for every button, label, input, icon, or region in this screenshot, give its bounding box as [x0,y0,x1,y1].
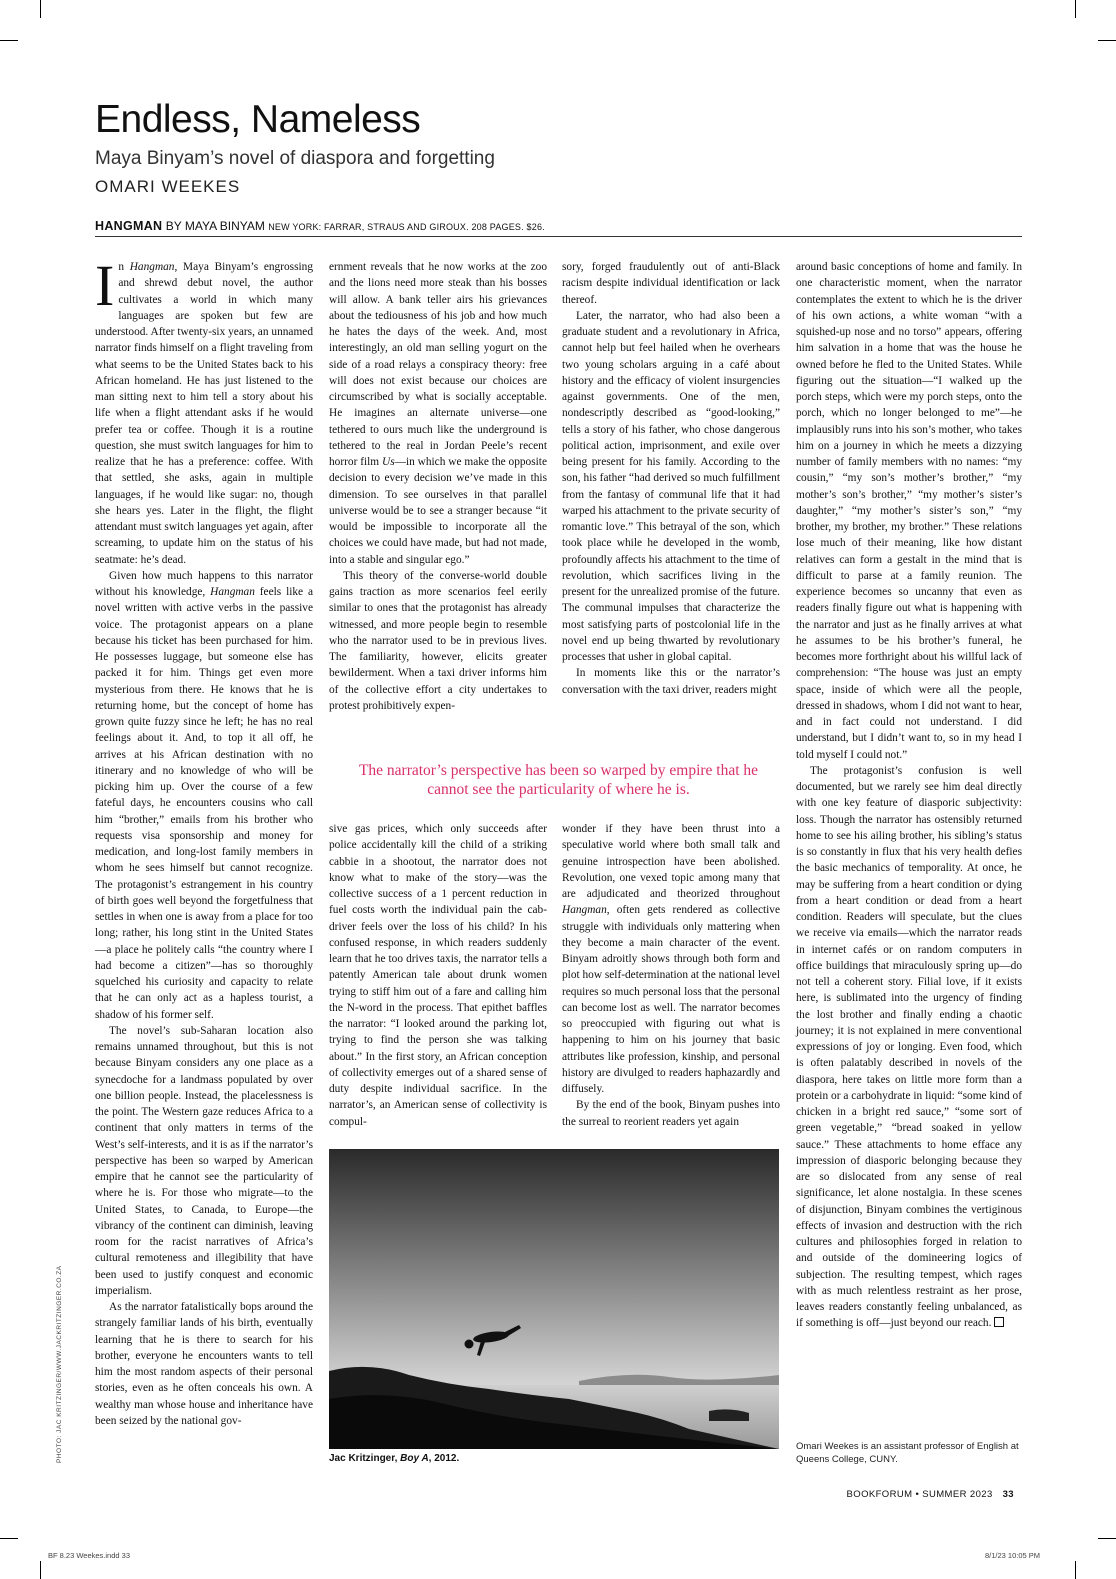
column-2-top [329,259,547,714]
column-2-bottom [329,821,547,1130]
photo-credit: PHOTO: JAC KRITZINGER/WWW.JACKRITZINGER.CO.ZA [56,1265,63,1463]
pull-quote: The narrator’s perspective has been so warped by empire that he cannot see the particularity of where he is. [358,762,759,798]
paragraph: In moments like this or the narrator’s conversation with the taxi driver, readers might [562,667,780,696]
crop-mark [1098,1538,1116,1539]
article-subtitle: Maya Binyam’s novel of diaspora and forgetting [95,148,495,169]
photo-boy-jumping [329,1149,779,1449]
text: wonder if they have been thrust into a speculative world where both small talk and genuine introspection have been abolished. Revolution, one vexed topic among many that are adjudicated and theorized throughout [562,823,780,900]
book-author: BY MAYA BINYAM [165,219,265,233]
paragraph: As the narrator fatalistically bops around the strangely familiar lands of his birth, eventually learning that he is there to search for his brother, everyone he encounters wants to tell him the most random aspects of their personal stories, even as he often conceals his own. A wealthy man whose house and inheritance have been seized by the national gov- [95,1301,313,1427]
paragraph: The novel’s sub-Saharan location also remains unnamed throughout, but this is not because Binyam considers any one place as a synecdoche for a landmass populated by over one billion people. Instead, the placelessness is the point. The Western gaze reduces Africa to a continent that only matters in terms of the West’s self-interests, and it is as if the narrator’s perspective has been so warped by American empire that he cannot see the particularity of where he is. For those who migrate—to the United States, to Canada, to Europe—the vibrancy of the continent can diminish, leaving room for the racist narratives of Africa’s cultural remoteness and illegibility that have been used to justify conquest and economic imperialism. [95,1024,313,1297]
paragraph [329,259,547,568]
paragraph [562,821,780,1097]
caption-year: , 2012. [428,1453,460,1464]
article-photo [329,1149,779,1449]
column-3-bottom [562,821,780,1130]
column-4 [796,259,1022,1332]
page-footer [847,1489,1014,1500]
paragraph: By the end of the book, Binyam pushes into the surreal to reorient readers yet again [562,1099,780,1128]
article-title: Endless, Nameless [95,98,421,141]
book-title-italic: Hangman [129,261,175,273]
column-1 [95,253,313,1429]
drop-cap: I [95,253,115,318]
book-info [95,219,545,233]
crop-mark [1075,0,1076,18]
book-title-italic: Hangman [562,904,607,917]
end-mark-icon [994,1317,1004,1327]
header-rule [95,236,1022,237]
paragraph: around basic conceptions of home and family. In one characteristic moment, when the narrator contemplates the extent to which he is the driver of his own actions, a white woman “with a squished-up nose and no torso” appears, offering him salvation in a home that was the house he owned before he fled to the United States. While figuring out the situation—“I walked up the porch steps, which were my porch steps, onto the porch, which no longer belonged to me”—he implausibly runs into his son’s mother, who takes him on a journey in which he meets a dizzying number of family members with no names: “my cousin,” “my son’s mother’s brother,” “my mother’s son’s brother,” “my mother’s sister’s daughter,” “my mother’s sister’s son,” “my brother, my brother, my brother.” These relations lose much of their meaning, like how distant relatives can form a gestalt in the mind that is difficult to parse at a family reunion. The experience becomes so uncanny that even as readers finally figure out what is happening with the narrator and just as he finally arrives at what he assumes to be his brother’s funeral, he becomes more forthright about his willful lack of comprehension: “The house was just an empty space, inside of which were all the people, dressed in shadows, whom I did not want to hear, and in fact could not understand. I did understand, but I didn’t want to, so in my head I told myself I could not.” [796,261,1022,761]
text: Given how much happens to this narrator without his knowledge, [95,569,313,598]
paragraph [95,253,313,568]
paragraph: sive gas prices, which only succeeds after police accidentally kill the child of a striking cabbie in a shootout, the narrator does not know what to make of the story—was the collective success of a 1 percent reduction in fuel costs worth the individual pain the cab-driver feels over the loss of his child? In his confused response, in which readers suddenly learn that he too drives taxis, the narrator tells a patently American tale about drunk women trying to stiff him out of a fare and calling him the N-word in the process. That epithet baffles the narrator: “I looked around the parking lot, trying to find the person she was talking about.” In the first story, an African conception of collectivity emerges out of a shared sense of duty despite individual sacrifice. In the narrator’s, an American sense of collectivity is compul- [329,823,547,1128]
column-3-top [562,259,780,698]
caption-artist: Jac Kritzinger, [329,1453,401,1464]
indd-slug: BF 8.23 Weekes.indd 33 [48,1551,130,1560]
text: , Maya Binyam’s engrossing and shrewd debut novel, the author cultivates a world in which many languages are spoken but few are understood. After twenty-six years, an unnamed narrator finds himself on a flight traveling from what seems to be the United States back to his African homeland. He has just listened to the man sitting next to him tell a story about his life when a flight attendant asks if he would prefer tea or coffee. Though it is a routine question, she must switch languages for him to realize that he has a preference: coffee. With that settled, she asks, again in multiple languages, if he would like sugar: no, though she hears yes. Later in the flight, the flight attendant must switch languages yet again, after screaming, to update him on the status of his seatmate: he’s dead. [95,261,313,566]
paragraph: This theory of the converse-world double gains traction as more scenarios feel eerily similar to ones that the protagonist has already witnessed, and more people begin to resemble who the narrator used to be in previous lives. The familiarity, however, elicits greater bewilderment. When a taxi driver informs him of the collective effort a city undertakes to protest prohibitively expen- [329,569,547,712]
book-title-italic: Hangman [210,586,255,598]
text: n [118,261,130,273]
crop-mark [40,0,41,18]
paragraph: Later, the narrator, who had also been a graduate student and a revolutionary in Africa, cannot help but feel hailed when he overhears two young scholars arguing in a café about history and the efficacy of violent insurgencies against governments. One of the men, nondescriptly described as “good-looking,” tells a story of his father, who chose dangerous political action, imprisonment, and exile over being present for his family. According to the son, his father “had derived so much fulfillment from the fantasy of communal life that it had warped his attachment to the private security of romantic love.” This betrayal of the son, which took place while he developed in the womb, profoundly affects his attachment to the time of revolution, which sacrifices living in the present for the unrealized promise of the future. The communal impulses that characterize the most satisfying parts of postcolonial life in the novel end up being thwarted by revolutionary processes that usher in global capital. [562,309,780,663]
crop-mark [1075,1561,1076,1579]
paragraph [796,763,1022,1332]
crop-mark [0,40,18,41]
film-title-italic: Us [382,456,395,468]
text: The protagonist’s confusion is well documented, but we rarely see him deal directly with one key feature of diasporic subjectivity: loss. Though the narrator has ostensibly returned home to see his ailing brother, his sibling’s status is so constantly in flux that his very health defies the basic mechanics of temporality. At once, he may be suffering from a heart condition or dying from a heart condition or dead from a heart condition. Readers will speculate, but the clues we receive via emails—which the narrator reads in internet cafés or on random computers in office buildings that miraculously spring up—do not tell a coherent story. Filial love, if it exists here, is sublimated into the urgency of finding the lost brother and finally ending a chaotic journey; it is not explained in mere conventional expressions of joy or longing. Even food, which is often palatably described in novels of the diaspora, here takes on little more form than a protein or a carbohydrate in liquid: “some kind of chicken in a bright red sauce,” “some sort of green vegetable,” “bread soaked in yellow sauce.” These attachments to home efface any impression of diasporic belonging because they are so dislocated from any sense of real significance, let alone nostalgia. In these scenes of disjunction, Binyam combines the vertiginous effects of invasion and destruction with the rich cultures and philosophies forged in relation to and outside of the domineering logics of subjection. The resulting tempest, which rages with as much relentless restraint as her prose, leaves readers constantly feeling unbalanced, as if something is off—just beyond our reach. [796,764,1022,1330]
crop-mark [1098,40,1116,41]
photo-caption [329,1453,459,1464]
paragraph [95,568,313,1023]
page-number: 33 [1002,1489,1014,1500]
text: ernment reveals that he now works at the zoo and the lions need more steak than his bosses will allow. A bank teller airs his grievances about the tediousness of his job and how much he hates the days of the week. And, most interestingly, an old man selling yogurt on the side of a road relays a conspiracy theory: free will does not exist because our choices are circumscribed by what is socially acceptable. He imagines an alternate universe—one tethered to ours much like the underground is tethered to the real in Jordan Peele’s recent horror film [329,261,547,468]
text: —in which we make the opposite decision to every decision we’ve made in this dimension. To see ourselves in that parallel universe would be to see a stranger because “it would be impossible to incorporate all the choices we could have made, but had not made, into a stable and singular ego.” [329,456,547,566]
article-author: OMARI WEEKES [95,177,241,196]
book-details: NEW YORK: FARRAR, STRAUS AND GIROUX. 208 PAGES. $26. [268,222,545,232]
text: , often gets rendered as collective struggle with individuals only mattering when they become a main character of the event. Binyam adroitly shows through both form and plot how self-determination at the national level requires so much personal loss that the personal can become lost as well. The narrator becomes so preoccupied with figuring out what is happening to him on his journey that basic attributes like profession, kinship, and personal history are divulged to readers haphazardly and diffusely. [562,904,780,1095]
book-title: HANGMAN [95,219,163,233]
crop-mark [40,1561,41,1579]
magazine-issue: BOOKFORUM • SUMMER 2023 [846,1489,993,1500]
slug-timestamp: 8/1/23 10:05 PM [985,1551,1041,1560]
paragraph: sory, forged fraudulently out of anti-Black racism despite individual identification or lack thereof. [562,261,780,306]
author-bio: Omari Weekes is an assistant professor of English at Queens College, CUNY. [796,1441,1019,1465]
crop-mark [0,1538,18,1539]
text: feels like a novel written with active verbs in the passive voice. The protagonist appears on a plane because his ticket has been purchased for him. He possesses luggage, but someone else has packed it for him. Things get even more mysterious from there. He knows that he is returning home, but the concept of home has grown quite fuzzy since he left; he has no real feelings about it. And, to top it all off, he arrives at his African destination with no itinerary and no knowledge of who will be picking him up. Over the course of a few fateful days, he encounters cousins who call him “brother,” emails from his brother who requests visa sponsorship and money for medication, and long-lost family members in whom he sees himself but cannot recognize. The protagonist’s estrangement in his country of birth goes well beyond the forgetfulness that settles in when one is away from a place for too long; rather, his long stint in the United States—a place he politely calls “the country where I had become a citizen”—has so thoroughly squelched his curiosity and capacity to relate that he can only act as a hapless tourist, a shadow of his former self. [95,586,313,1021]
caption-title: Boy A [400,1453,429,1464]
